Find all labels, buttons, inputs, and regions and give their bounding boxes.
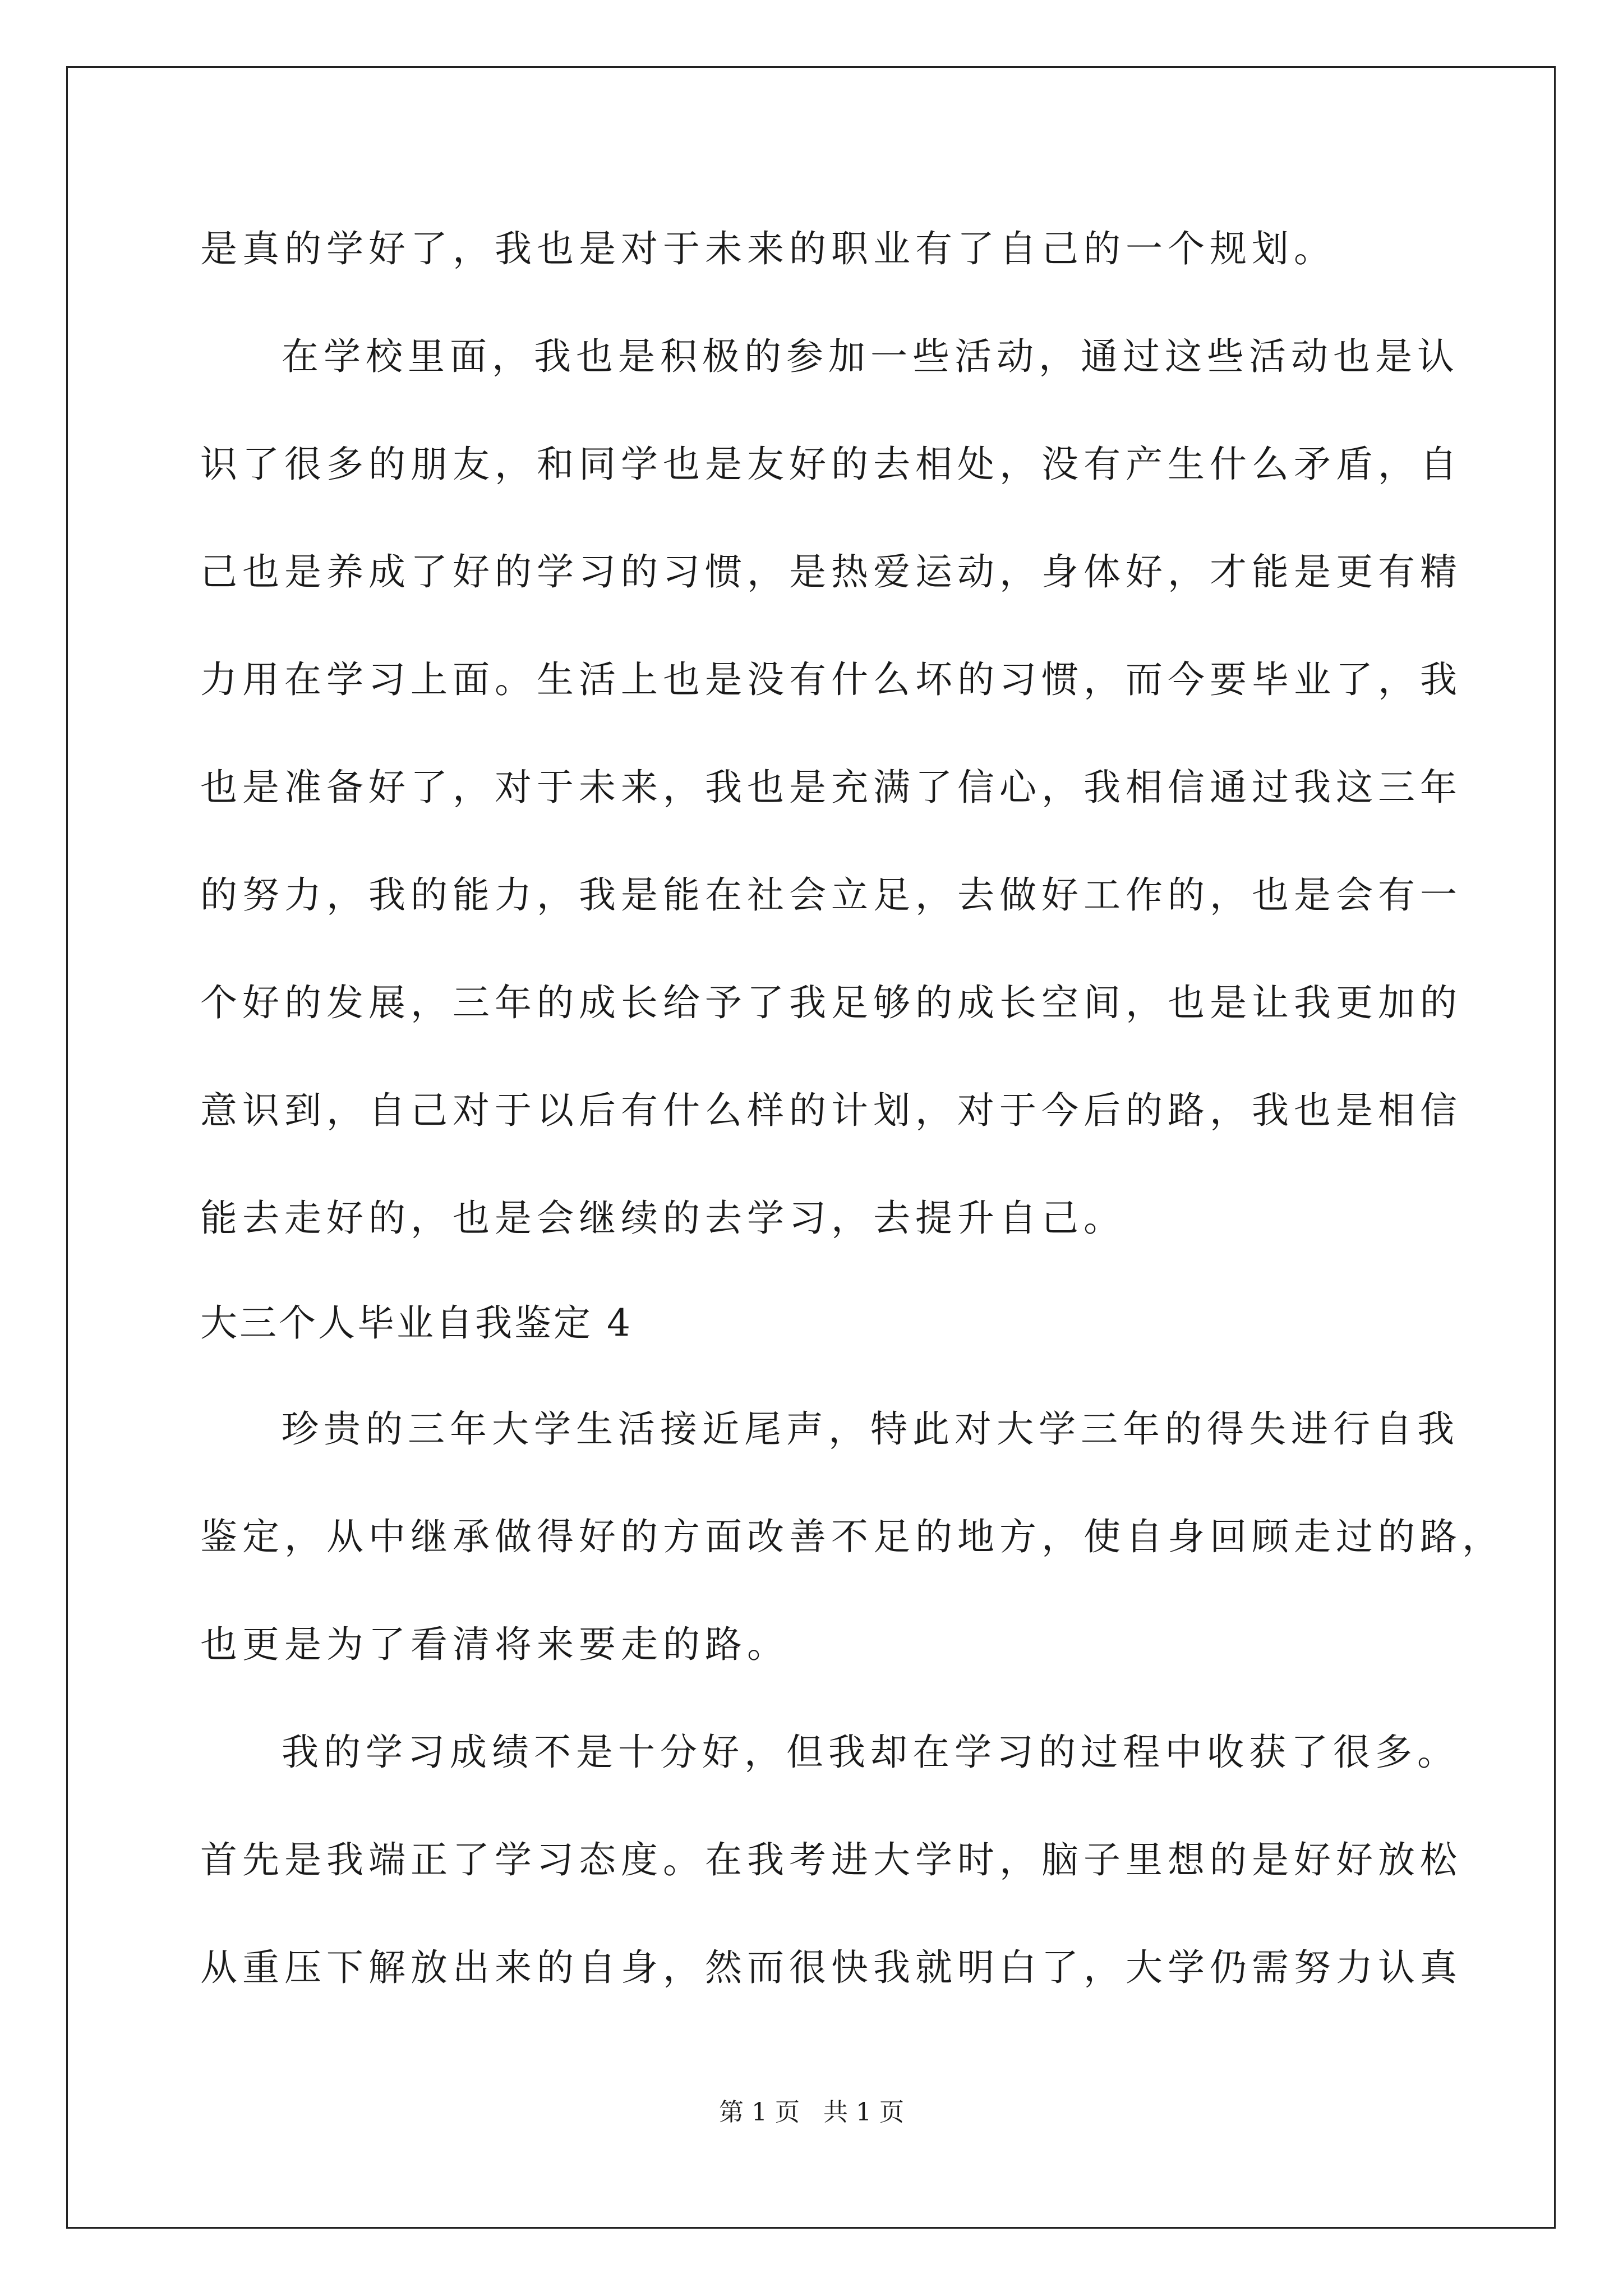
paragraph-line: 的努力，我的能力，我是能在社会立足，去做好工作的，也是会有一 bbox=[200, 873, 1462, 917]
paragraph-line: 个好的发展，三年的成长给予了我足够的成长空间，也是让我更加的 bbox=[200, 981, 1462, 1024]
paragraph-line: 识了很多的朋友，和同学也是友好的去相处，没有产生什么矛盾，自 bbox=[200, 443, 1462, 486]
paragraph-line: 力用在学习上面。生活上也是没有什么坏的习惯，而今要毕业了，我 bbox=[200, 658, 1462, 701]
paragraph-line: 意识到，自己对于以后有什么样的计划，对于今后的路，我也是相信 bbox=[200, 1089, 1462, 1132]
paragraph-line: 是真的学好了，我也是对于未来的职业有了自己的一个规划。 bbox=[200, 227, 1336, 270]
paragraph-line: 珍贵的三年大学生活接近尾声，特此对大学三年的得失进行自我 bbox=[282, 1407, 1459, 1451]
paragraph-line: 也是准备好了，对于未来，我也是充满了信心，我相信通过我这三年 bbox=[200, 766, 1462, 809]
paragraph-line: 从重压下解放出来的自身，然而很快我就明白了，大学仍需努力认真 bbox=[200, 1946, 1462, 1989]
section-heading: 大三个人毕业自我鉴定 4 bbox=[200, 1301, 633, 1345]
paragraph-line: 我的学习成绩不是十分好，但我却在学习的过程中收获了很多。 bbox=[282, 1731, 1459, 1774]
paragraph-line: 鉴定，从中继承做得好的方面改善不足的地方，使自身回顾走过的路， bbox=[200, 1515, 1504, 1558]
paragraph-line: 能去走好的，也是会继续的去学习，去提升自己。 bbox=[200, 1197, 1126, 1240]
paragraph-line: 己也是养成了好的学习的习惯，是热爱运动，身体好，才能是更有精 bbox=[200, 550, 1462, 593]
paragraph-line: 首先是我端正了学习态度。在我考进大学时，脑子里想的是好好放松 bbox=[200, 1838, 1462, 1881]
page-number-footer: 第 1 页 共 1 页 bbox=[719, 2098, 904, 2127]
paragraph-line: 也更是为了看清将来要走的路。 bbox=[200, 1623, 789, 1666]
page-border bbox=[66, 66, 1556, 2229]
paragraph-line: 在学校里面，我也是积极的参加一些活动，通过这些活动也是认 bbox=[282, 335, 1459, 378]
